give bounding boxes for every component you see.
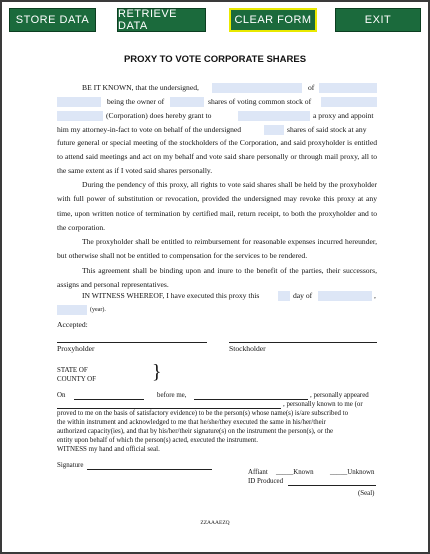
notary-line-4: authorized capacity(ies), and that by his/her/their signature(s) on the instrument the person(s), or the <box>57 428 334 435</box>
affiant-label: Affiant <box>248 469 268 476</box>
paragraph-1-rest: future general or special meeting of the stockholders of the Corporation, and said proxyholder is entitled to attend said meetings and act on my behalf and vote said share personally or through mail proxy, all to the same extent as if I voted said shares personally. <box>57 137 377 176</box>
exit-button[interactable]: EXIT <box>335 8 421 32</box>
proxyholder-name-field[interactable] <box>238 111 310 121</box>
attorney-text: him my attorney-in-fact to vote on behalf of the undersigned <box>57 125 242 134</box>
year-text: (year). <box>90 307 106 313</box>
on-text: On <box>57 392 66 399</box>
proxyholder-label: Proxyholder <box>57 344 95 353</box>
seal-label: (Seal) <box>358 490 375 497</box>
of-text: of <box>308 83 315 92</box>
appoint-text: a proxy and appoint <box>313 111 374 120</box>
known-option: _____Known <box>276 469 314 476</box>
notary-line-2: proved to me on the basis of satisfactory evidence) to be the person(s) whose name(s) is/are subscribed to <box>57 410 349 417</box>
day-field[interactable] <box>278 291 290 301</box>
year-field[interactable] <box>57 305 87 315</box>
comma-text: , <box>374 291 376 300</box>
venue-brace: } <box>152 361 162 383</box>
id-produced-line <box>288 485 376 486</box>
shares-voted-field[interactable] <box>264 125 284 135</box>
paragraph-2: During the pendency of this proxy, all rights to vote said shares shall be held by the proxyholder with full power of substitution or revocation, provided the undersigned may revoke this proxy at any time, upon written notice of termination by certified mail, return receipt, to both the proxyholder and to the corporation. <box>57 180 377 233</box>
notary-line-6: WITNESS my hand and official seal. <box>57 446 160 453</box>
toolbar <box>2 8 428 34</box>
paragraph-3: The proxyholder shall be entitled to reimbursement for reasonable expenses incurred hereunder, but otherwise shall not be entitled to compensation for the services to be rendered. <box>57 237 377 261</box>
owner-text: being the owner of <box>107 97 165 106</box>
personally-appeared-text: , personally appeared <box>310 392 369 399</box>
notary-line-5: entity upon behalf of which the person(s) acted, executed the instrument. <box>57 437 258 444</box>
store-data-button[interactable]: STORE DATA <box>9 8 96 32</box>
accepted-label: Accepted: <box>57 320 88 329</box>
notary-line-3: the within instrument and acknowledged to me that he/she/they executed the same in his/her/their <box>57 419 326 426</box>
witness-text: IN WITNESS WHEREOF, I have executed this proxy this <box>82 291 260 300</box>
month-field[interactable] <box>318 291 372 301</box>
county-of-label: COUNTY OF <box>57 376 96 383</box>
stock-text: shares of voting common stock of <box>208 97 312 106</box>
id-produced-label: ID Produced <box>248 478 284 485</box>
notary-signature-line <box>87 469 212 470</box>
retrieve-data-button[interactable]: RETRIEVE DATA <box>117 8 206 32</box>
corporation-name-field[interactable] <box>321 97 377 107</box>
paragraph-4: This agreement shall be binding upon and inure to the benefit of the parties, their successors, assigns and personal representatives. <box>57 266 377 290</box>
clear-form-button[interactable]: CLEAR FORM <box>229 8 317 32</box>
intro-text: BE IT KNOWN, that the undersigned, <box>82 83 199 92</box>
stockholder-signature-line <box>229 342 377 343</box>
stockholder-label: Stockholder <box>229 344 266 353</box>
day-of-text: day of <box>293 291 313 300</box>
notary-line-1: , personally known to me (or <box>283 401 363 408</box>
unknown-option: _____Unknown <box>330 469 375 476</box>
document-title: PROXY TO VOTE CORPORATE SHARES <box>123 54 307 65</box>
notary-date-line <box>74 399 144 400</box>
signature-label: Signature <box>57 462 84 469</box>
before-me-text: before me, <box>157 392 187 399</box>
shares-text: shares of said stock at any <box>287 125 367 134</box>
proxyholder-signature-line <box>57 342 207 343</box>
state-of-label: STATE OF <box>57 367 88 374</box>
undersigned-address-field[interactable] <box>319 83 377 93</box>
address-continued-field[interactable] <box>57 97 101 107</box>
shares-owned-field[interactable] <box>170 97 204 107</box>
document-code: ZZAAAEZQ <box>200 520 230 526</box>
grant-text: (Corporation) does hereby grant to <box>106 111 212 120</box>
corporation-name-continued-field[interactable] <box>57 111 103 121</box>
undersigned-name-field[interactable] <box>212 83 302 93</box>
